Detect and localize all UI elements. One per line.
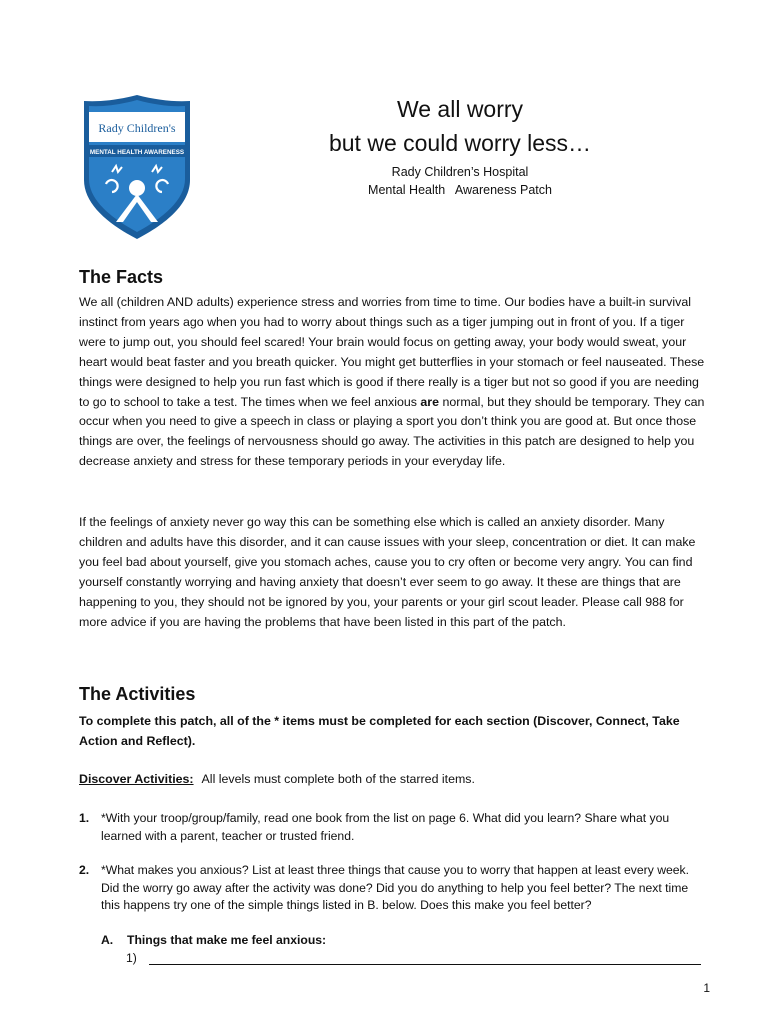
page-title-line2: but we could worry less… [328, 130, 592, 156]
list-item-text: *What makes you anxious? List at least three things that cause you to worry that happen at least every week. Did the worry go away after the activity was done? Did you do anything to help you feel better? The next time this happens try one of the simple things listed in B. below. Does this make you feel better? [101, 863, 690, 912]
subtitle-line1: Rady Children’s Hospital [391, 165, 529, 179]
page-title-line1: We all worry [396, 96, 524, 122]
answer-blank-line[interactable] [149, 964, 701, 965]
discover-line [79, 772, 475, 786]
svg-text:Rady Children's: Rady Children's [98, 121, 176, 135]
subsection-letter: A. [101, 933, 114, 947]
subsection-a [101, 933, 326, 947]
rady-childrens-logo [78, 92, 196, 242]
activities-heading: The Activities [79, 684, 196, 704]
subsection-heading: Things that make me feel anxious: [127, 933, 327, 947]
facts-p1-bold: are [420, 394, 440, 409]
page-number: 1 [703, 981, 710, 995]
facts-p1-text-b: normal, but they should be temporary. They can occur when you need to give a speech in class or playing a sport you don’t think you are good at. But once those things are over, the feelings of nervousness should go away. The activities in this patch are designed to help you decrease anxiety and stress for these temporary periods in your everyday life. [79, 394, 705, 469]
list-item-text: *With your troop/group/family, read one book from the list on page 6. What did you learn? Share what you learned with a parent, teacher or trusted friend. [101, 811, 670, 843]
list-item [79, 810, 709, 845]
facts-heading: The Facts [79, 267, 164, 287]
facts-paragraph-1 [79, 293, 707, 472]
subtitle-line2: Mental Health Awareness Patch [368, 183, 552, 197]
list-item [79, 862, 709, 915]
list-item-number: 1. [79, 811, 90, 825]
discover-text: All levels must complete both of the starred items. [201, 772, 475, 786]
activities-intro: To complete this patch, all of the * items must be completed for each section (Discover, Connect, Take Action and Reflect). [79, 714, 680, 748]
facts-p1-text-a: We all (children AND adults) experience stress and worries from time to time. Our bodies have a built-in survival instinct from years ago when you had to worry about things such as a tiger jumping out in front of you. If a tiger were to jump out, you should feel scared! Your brain would focus on getting away, your body would sweat, your heart would beat faster and you breath quicker. You might get butterflies in your stomach or feel nauseated. These things were designed to help you run fast which is good if there really is a tiger but not so good if you are needing to go to school to take a test. The times when we feel anxious [79, 295, 705, 409]
discover-heading: Discover Activities: [79, 772, 194, 786]
answer-label: 1) [126, 951, 137, 965]
facts-paragraph-2: If the feelings of anxiety never go way this can be something else which is called an anxiety disorder. Many children and adults have this disorder, and it can cause issues with your sleep, concentration or diet. It can make you feel bad about yourself, give you stomach aches, cause you to cry often or become very angry. You can find yourself constantly worrying and having anxiety that doesn’t ever seem to go away. It these are things that are happening to you, they should not be ignored by you, your parents or your girl scout leader. Please call 988 for more advice if you are having the problems that have been listed in this part of the patch. [79, 515, 696, 629]
list-item-number: 2. [79, 863, 90, 877]
svg-text:MENTAL HEALTH AWARENESS: MENTAL HEALTH AWARENESS [89, 149, 185, 156]
